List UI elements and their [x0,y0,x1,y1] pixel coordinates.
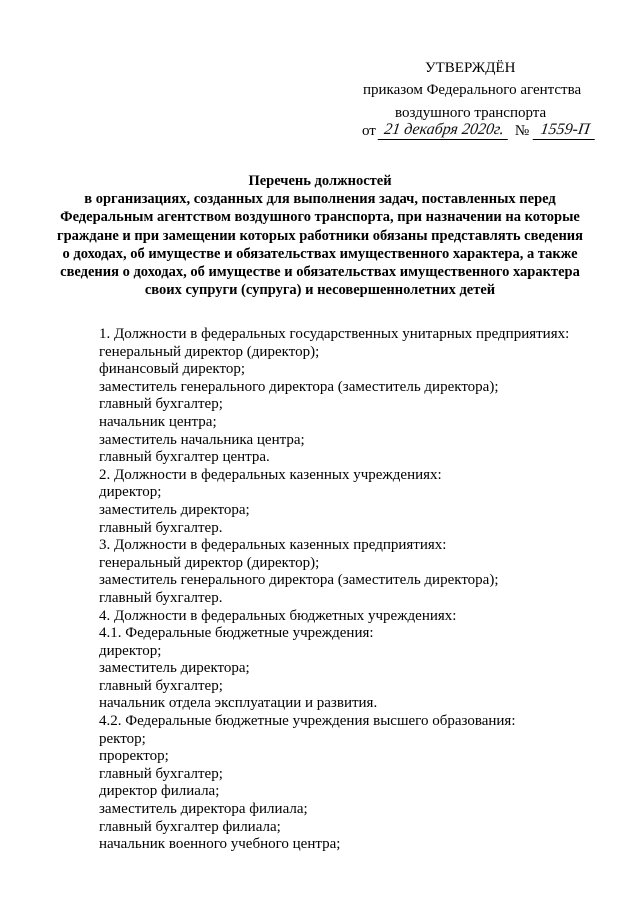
list-item: начальник центра; [99,413,217,430]
heading-line: своих супруги (супруга) и несовершеннолетних детей [144,282,496,299]
list-item: заместитель директора; [99,660,250,677]
list-item: главный бухгалтер центра. [99,449,270,466]
list-item: директор; [99,642,162,659]
list-item: главный бухгалтер; [99,396,223,413]
document-heading [0,172,640,299]
list-item: заместитель директора филиала; [99,801,308,818]
heading-title: Перечень должностей [248,173,392,189]
list-item: заместитель генерального директора (заместитель директора); [99,378,499,395]
list-item: генеральный директор (директор); [99,343,320,360]
list-item: директор филиала; [99,783,220,800]
list-item: генеральный директор (директор); [99,554,320,571]
approval-agency-line: воздушного транспорта [395,105,547,121]
list-item: главный бухгалтер. [99,519,223,536]
handwritten-date: 21 декабря 2020г. [378,121,511,140]
section-header: 3. Должности в федеральных казенных предприятиях: [99,537,447,554]
heading-line: сведения о доходах, об имуществе и обязательствах имущественного характера [60,264,580,281]
list-item: заместитель директора; [99,501,250,518]
heading-line: граждане и при замещении которых работники обязаны представлять сведения [56,227,584,244]
heading-line: о доходах, об имуществе и обязательствах имущественного характера, а также [62,245,578,262]
section-header: 1. Должности в федеральных государственных унитарных предприятиях: [99,326,570,342]
list-item: директор; [99,484,162,501]
list-item: главный бухгалтер. [99,589,223,606]
list-item: заместитель генерального директора (заместитель директора); [99,572,499,589]
handwritten-order-number: 1559-П [533,121,598,140]
list-item: ректор; [99,730,146,747]
section-header: 4. Должности в федеральных бюджетных учреждениях: [99,607,457,624]
approval-title: УТВЕРЖДЁН [425,60,516,76]
list-item: главный бухгалтер филиала; [99,818,281,835]
section-header: 2. Должности в федеральных казенных учреждениях: [99,466,442,483]
heading-line: в организациях, созданных для выполнения задач, поставленных перед [84,191,556,208]
subsection-header: 4.1. Федеральные бюджетные учреждения: [99,625,374,642]
list-item: проректор; [99,748,169,765]
list-item: главный бухгалтер; [99,765,223,782]
positions-list [99,326,569,854]
list-item: начальник отдела эксплуатации и развития. [99,695,378,712]
approval-date-number-row [362,121,596,140]
list-item: начальник военного учебного центра; [99,836,341,853]
heading-line: Федеральным агентством воздушного транспорта, при назначении на которые [60,209,580,226]
list-item: заместитель начальника центра; [99,431,305,448]
subsection-header: 4.2. Федеральные бюджетные учреждения высшего образования: [99,713,516,730]
approval-order-line: приказом Федерального агентства [363,82,582,98]
list-item: главный бухгалтер; [99,677,223,694]
list-item: финансовый директор; [99,361,245,378]
date-prefix: от [362,123,376,139]
number-prefix: № [514,123,530,139]
